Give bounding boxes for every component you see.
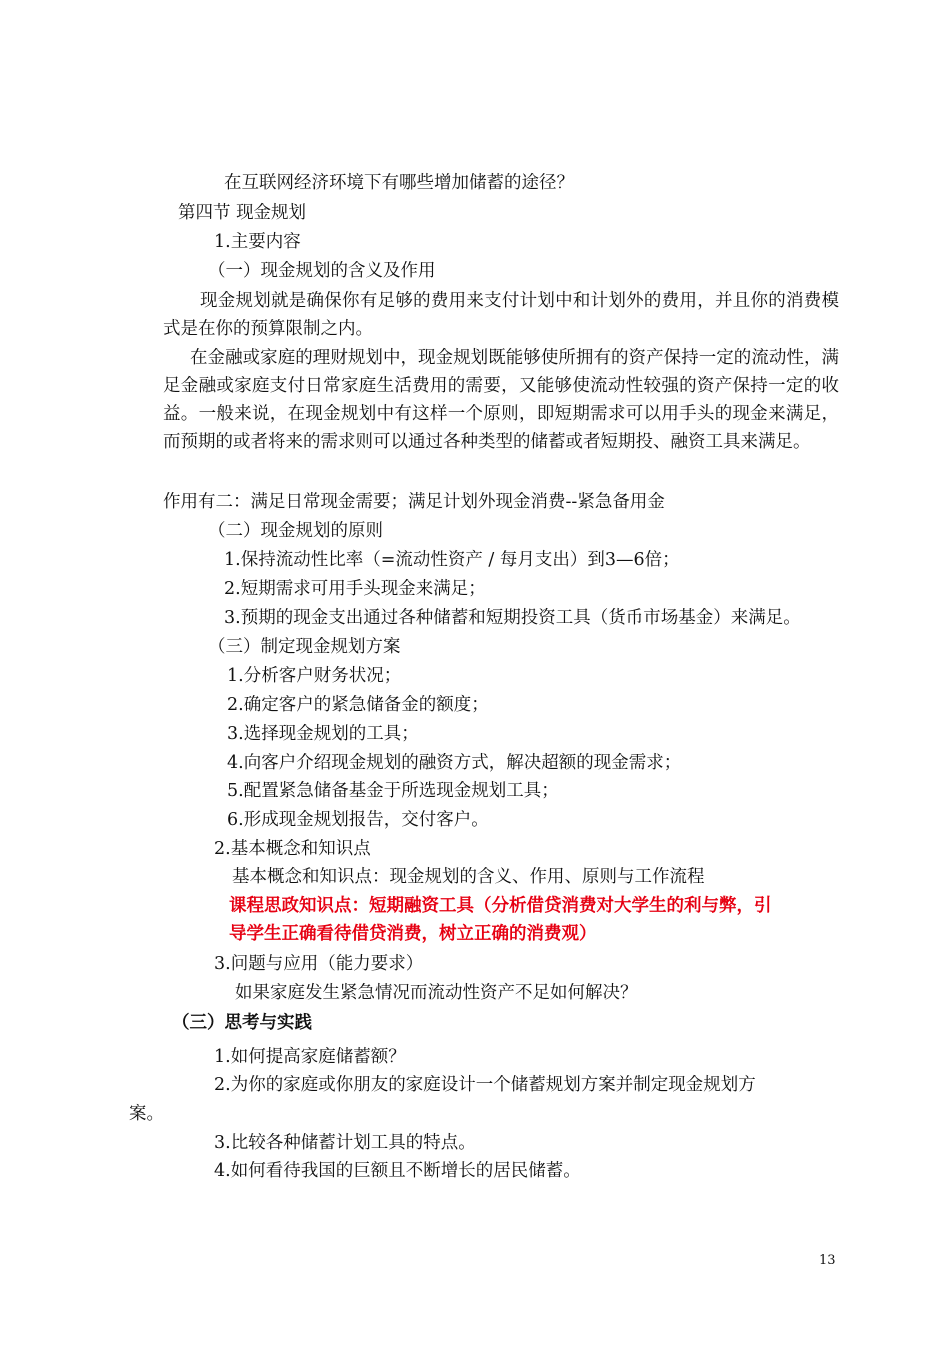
application-question: 如果家庭发生紧急情况而流动性资产不足如何解决？ [235, 983, 638, 1003]
ideology-point-line1: 课程思政知识点：短期融资工具（分析借贷消费对大学生的利与弊，引 [229, 896, 772, 916]
main-content-heading: 1.主要内容 [214, 232, 301, 252]
application-heading: 3.问题与应用（能力要求） [214, 954, 424, 974]
sub2-heading: （二）现金规划的原则 [208, 521, 383, 541]
plan-step: 6.形成现金规划报告，交付客户。 [227, 810, 489, 830]
plan-step: 1.分析客户财务状况； [227, 666, 402, 686]
page-number: 13 [819, 1253, 836, 1268]
functions-line: 作用有二：满足日常现金需要；满足计划外现金消费--紧急备用金 [163, 492, 665, 512]
practice-heading: （三）思考与实践 [172, 1013, 312, 1033]
para-definition: 现金规划就是确保你有足够的费用来支付计划中和计划外的费用，并且你的消费模式是在你的预算限制之内。 [163, 291, 839, 339]
section-title: 第四节 现金规划 [178, 203, 307, 223]
practice-item: 1.如何提高家庭储蓄额？ [214, 1047, 406, 1067]
principle-item: 1.保持流动性比率（=流动性资产 / 每月支出）到3—6倍； [224, 550, 680, 570]
practice-item: 3.比较各种储蓄计划工具的特点。 [214, 1133, 476, 1153]
para-role: 在金融或家庭的理财规划中，现金规划既能够使所拥有的资产保持一定的流动性，满足金融或家庭支付日常家庭生活费用的需要，又能够使流动性较强的资产保持一定的收益。一般来说，在现金规划中有这样一个原则，即短期需求可以用手头的现金来满足，而预期的或者将来的需求则可以通过各种类型的储蓄或者短期投、融资工具来满足。 [163, 348, 839, 452]
sub3-heading: （三）制定现金规划方案 [208, 637, 401, 657]
concepts-text: 基本概念和知识点：现金规划的含义、作用、原则与工作流程 [232, 867, 705, 887]
plan-step: 2.确定客户的紧急储备金的额度； [227, 695, 489, 715]
plan-step: 4.向客户介绍现金规划的融资方式，解决超额的现金需求； [227, 753, 682, 773]
question-top: 在互联网经济环境下有哪些增加储蓄的途径？ [224, 173, 574, 193]
practice-item-continuation: 案。 [129, 1104, 164, 1124]
principle-item: 2.短期需求可用手头现金来满足； [224, 579, 486, 599]
sub1-heading: （一）现金规划的含义及作用 [208, 261, 436, 281]
principle-item: 3.预期的现金支出通过各种储蓄和短期投资工具（货币市场基金）来满足。 [224, 608, 801, 628]
concepts-heading: 2.基本概念和知识点 [214, 839, 371, 859]
practice-item: 2.为你的家庭或你朋友的家庭设计一个储蓄规划方案并制定现金规划方 [214, 1075, 756, 1095]
plan-step: 3.选择现金规划的工具； [227, 724, 419, 744]
practice-item: 4.如何看待我国的巨额且不断增长的居民储蓄。 [214, 1161, 581, 1181]
ideology-point-line2: 导学生正确看待借贷消费，树立正确的消费观） [229, 924, 597, 944]
plan-step: 5.配置紧急储备基金于所选现金规划工具； [227, 781, 559, 801]
